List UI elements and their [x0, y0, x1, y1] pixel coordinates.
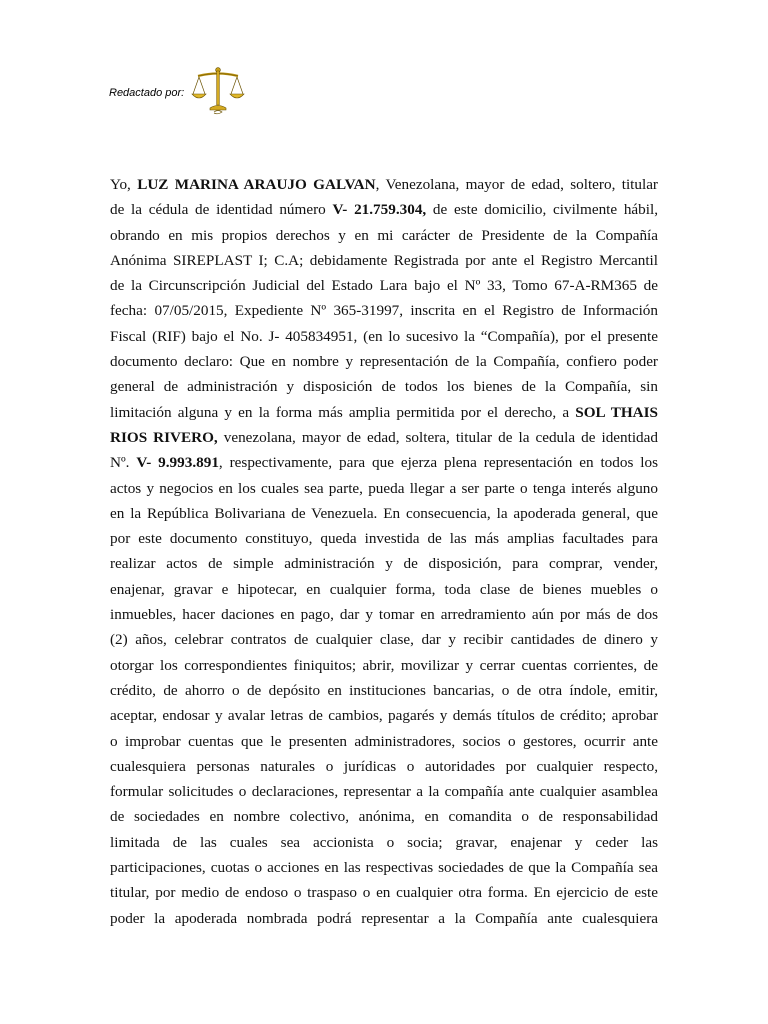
text-segment: fecha: 07/05/2015, Expediente Nº 365-31997, inscrita en el Registro de Información: [110, 302, 658, 320]
text-line: [110, 855, 658, 880]
text-line: [110, 729, 658, 754]
text-segment: crédito, de ahorro o de depósito en instituciones bancarias, o de otra índole, emitir,: [110, 681, 658, 699]
text-segment: general de administración y disposición de todos los bienes de la Compañía, sin: [110, 378, 658, 396]
text-segment: participaciones, cuotas o acciones en las respectivas sociedades de que la Compañía sea: [110, 859, 658, 877]
text-segment: otorgar los correspondientes finiquitos; abrir, movilizar y cerrar cuentas corrientes, de: [110, 656, 658, 674]
text-line: [110, 906, 658, 931]
bold-segment: LUZ MARINA ARAUJO GALVAN: [137, 176, 376, 193]
text-segment: Yo,: [110, 176, 138, 193]
text-line: [110, 298, 658, 323]
text-segment: por este documento constituyo, queda investida de las más amplias facultades para: [110, 530, 658, 548]
text-segment: venezolana, mayor de edad, soltera, titular de la cedula de identidad: [217, 428, 658, 446]
text-segment: aceptar, endosar y avalar letras de cambios, pagarés y demás títulos de crédito; aprobar: [110, 707, 658, 725]
text-line: [110, 501, 658, 526]
text-segment: en la República Bolivariana de Venezuela. En consecuencia, la apoderada general, que: [110, 504, 658, 522]
text-segment: , respectivamente, para que ejerza plena representación en todos los: [218, 454, 658, 472]
redactado-label: Redactado por:: [109, 87, 185, 99]
text-segment: enajenar, gravar e hipotecar, en cualquier forma, toda clase de bienes muebles o: [110, 580, 658, 598]
text-segment: de sociedades en nombre colectivo, anónima, en comandita o de responsabilidad: [110, 808, 658, 826]
text-line: [110, 248, 658, 273]
text-line: [110, 273, 658, 298]
text-line: [110, 526, 658, 551]
scales-of-justice-icon: [190, 66, 246, 116]
text-segment: inmuebles, hacer daciones en pago, dar y tomar en arredramiento aún por más de dos: [110, 606, 658, 624]
text-segment: de la cédula de identidad número: [110, 201, 333, 219]
text-segment: titular, por medio de endoso o traspaso o en cualquier otra forma. En ejercicio de este: [110, 884, 658, 902]
text-segment: obrando en mis propios derechos y en mi carácter de Presidente de la Compañía: [110, 226, 658, 244]
text-line: [110, 804, 658, 829]
text-line: [110, 324, 658, 349]
power-of-attorney-text: [110, 172, 658, 931]
text-segment: cualesquiera personas naturales o jurídicas o autoridades por cualquier respecto,: [110, 757, 658, 775]
text-segment: formular solicitudes o declaraciones, representar a la compañía ante cualquier asamblea: [110, 783, 658, 801]
text-line: [110, 602, 658, 627]
text-segment: de este domicilio, civilmente hábil,: [426, 201, 659, 219]
text-line: [110, 754, 658, 779]
text-segment: (2) años, celebrar contratos de cualquier clase, dar y recibir cantidades de dinero y: [110, 631, 658, 649]
text-line: [110, 425, 658, 450]
bold-segment: SOL THAIS: [575, 403, 659, 421]
bold-segment: V- 9.993.891: [136, 454, 219, 472]
text-line: [110, 880, 658, 905]
text-segment: actos y negocios en los cuales sea parte, pueda llegar a ser parte o tenga interés alguno: [110, 479, 658, 497]
text-line: [110, 703, 658, 728]
text-segment: limitada de las cuales sea accionista o socia; gravar, enajenar y ceder las: [110, 833, 658, 851]
text-segment: de la Circunscripción Judicial del Estado Lara bajo el Nº 33, Tomo 67-A-RM365 de: [110, 277, 658, 295]
document-header: [109, 66, 246, 116]
text-line: [110, 779, 658, 804]
text-line: [110, 197, 658, 222]
text-segment: realizar actos de simple administración y de disposición, para comprar, vender,: [110, 555, 658, 573]
text-line: [110, 400, 658, 425]
text-line: [110, 349, 658, 374]
text-line: [110, 830, 658, 855]
text-segment: Nº.: [110, 454, 137, 472]
text-line: [110, 577, 658, 602]
text-line: [110, 374, 658, 399]
bold-segment: V- 21.759.304,: [332, 201, 427, 219]
text-line: [110, 450, 658, 475]
text-line: [110, 476, 658, 501]
text-segment: limitación alguna y en la forma más amplia permitida por el derecho, a: [110, 403, 576, 421]
bold-segment: RIOS RIVERO,: [110, 428, 218, 446]
text-segment: o improbar cuentas que le presenten administradores, socios o gestores, ocurrir ante: [110, 732, 658, 750]
text-segment: Fiscal (RIF) bajo el No. J- 405834951, (en lo sucesivo la “Compañía), por el presente: [110, 327, 658, 345]
text-segment: , Venezolana, mayor de edad, soltero, titular: [375, 176, 658, 193]
text-segment: poder la apoderada nombrada podrá representar a la Compañía ante cualesquiera: [110, 909, 658, 927]
text-line: [110, 551, 658, 576]
text-segment: Anónima SIREPLAST I; C.A; debidamente Registrada por ante el Registro Mercantil: [110, 251, 658, 269]
text-line: [110, 223, 658, 248]
text-line: [110, 653, 658, 678]
text-segment: documento declaro: Que en nombre y representación de la Compañía, confiero poder: [110, 353, 658, 371]
text-line: [110, 627, 658, 652]
text-line: [110, 678, 658, 703]
text-line: [110, 172, 658, 197]
